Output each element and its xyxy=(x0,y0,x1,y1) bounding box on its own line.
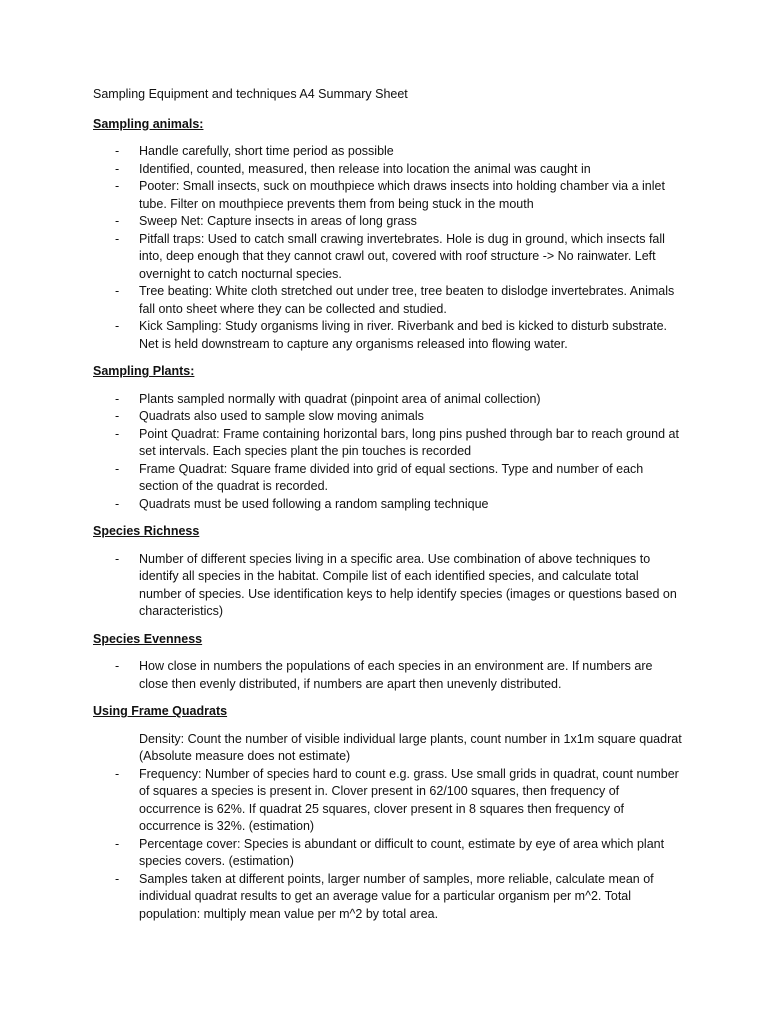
dash-bullet-icon: - xyxy=(115,391,120,406)
dash-bullet-icon: - xyxy=(115,426,120,441)
list-item: - Percentage cover: Species is abundant or difficult to count, estimate by eye of area which plant species covers. (estimation) xyxy=(115,836,665,868)
list-item: - Kick Sampling: Study organisms living in river. Riverbank and bed is kicked to disturb substrate. Net is held downstream to capture any organisms released into flowing water. xyxy=(115,319,668,351)
section-sampling-plants xyxy=(93,363,683,513)
list-item: - Identified, counted, measured, then release into location the animal was caught in xyxy=(93,161,683,179)
list-item: - Handle carefully, short time period as possible xyxy=(93,143,683,161)
section-species-evenness xyxy=(93,631,683,694)
dash-bullet-icon: - xyxy=(115,871,120,886)
dash-bullet-icon: - xyxy=(115,409,120,423)
dash-bullet-icon: - xyxy=(115,319,120,333)
list-item: - How close in numbers the populations of each species in an environment are. If numbers are close then evenly distributed, if numbers are apart then unevenly distributed. xyxy=(115,659,653,691)
section-heading: Species Richness xyxy=(93,524,200,538)
list-item: - Number of different species living in a specific area. Use combination of above techniques to identify all species in the habitat. Compile list of each identified species, and calculate total number of species. Use identification keys to help identify species (images or questions based on characteristics) xyxy=(115,551,677,618)
list-item: - Quadrats must be used following a random sampling technique xyxy=(93,496,683,514)
bullet-list xyxy=(93,391,683,514)
dash-bullet-icon: - xyxy=(115,144,120,158)
list-item: - Plants sampled normally with quadrat (pinpoint area of animal collection) xyxy=(93,391,683,409)
document-title: Sampling Equipment and techniques A4 Summary Sheet xyxy=(93,87,408,101)
section-species-richness xyxy=(93,523,683,621)
list-item: - Samples taken at different points, larger number of samples, more reliable, calculate mean of individual quadrat results to get an average value for a particular organism per m^2. Total population: multiply mean value per m^2 by total area. xyxy=(115,871,654,921)
list-item: - Frequency: Number of species hard to count e.g. grass. Use small grids in quadrat, count number of squares a species is present in. Clover present in 62/100 squares, then frequency of occurrence is 62%. If quadrat 25 squares, clover present in 8 squares then frequency of occurrence is 32%. (estimation) xyxy=(115,766,679,833)
section-sampling-animals xyxy=(93,116,683,354)
dash-bullet-icon: - xyxy=(115,179,120,193)
dash-bullet-icon: - xyxy=(115,836,120,851)
dash-bullet-icon: - xyxy=(115,461,120,476)
dash-bullet-icon: - xyxy=(115,214,120,228)
dash-bullet-icon: - xyxy=(115,551,120,566)
bullet-list xyxy=(93,658,683,693)
list-item: - Tree beating: White cloth stretched out under tree, tree beaten to dislodge invertebrates. Animals fall onto sheet where they can be collected and studied. xyxy=(115,284,675,316)
list-item: - Quadrats also used to sample slow moving animals xyxy=(93,408,683,426)
dash-bullet-icon: - xyxy=(115,659,120,673)
section-heading: Sampling animals: xyxy=(93,116,204,131)
section-heading: Sampling Plants: xyxy=(93,364,195,378)
list-item: - Frame Quadrat: Square frame divided into grid of equal sections. Type and number of each section of the quadrat is recorded. xyxy=(115,461,644,493)
list-item: Density: Count the number of visible individual large plants, count number in 1x1m square quadrat (Absolute measure does not estimate) xyxy=(139,731,682,763)
dash-bullet-icon: - xyxy=(115,231,120,246)
list-item: - Pooter: Small insects, suck on mouthpiece which draws insects into holding chamber via a inlet tube. Filter on mouthpiece prevents them from being stuck in the mouth xyxy=(115,179,665,211)
dash-bullet-icon: - xyxy=(115,284,120,298)
dash-bullet-icon: - xyxy=(115,496,120,511)
document-page xyxy=(93,86,683,933)
list-item: - Point Quadrat: Frame containing horizontal bars, long pins pushed through bar to reach ground at set intervals. Each species plant the pin touches is recorded xyxy=(115,426,679,458)
section-heading: Using Frame Quadrats xyxy=(93,704,228,718)
list-item: - Sweep Net: Capture insects in areas of long grass xyxy=(93,213,683,231)
dash-bullet-icon: - xyxy=(115,766,120,781)
list-item: - Pitfall traps: Used to catch small crawing invertebrates. Hole is dug in ground, which insects fall into, deep enough that they cannot crawl out, covered with roof structure -> No rainwater. Left overnight to catch nocturnal species. xyxy=(115,231,665,281)
bullet-list xyxy=(93,551,683,621)
section-heading: Species Evenness xyxy=(93,631,203,646)
section-using-frame-quadrats xyxy=(93,703,683,923)
bullet-list xyxy=(93,143,683,353)
bullet-list xyxy=(93,731,683,924)
dash-bullet-icon: - xyxy=(115,161,120,176)
